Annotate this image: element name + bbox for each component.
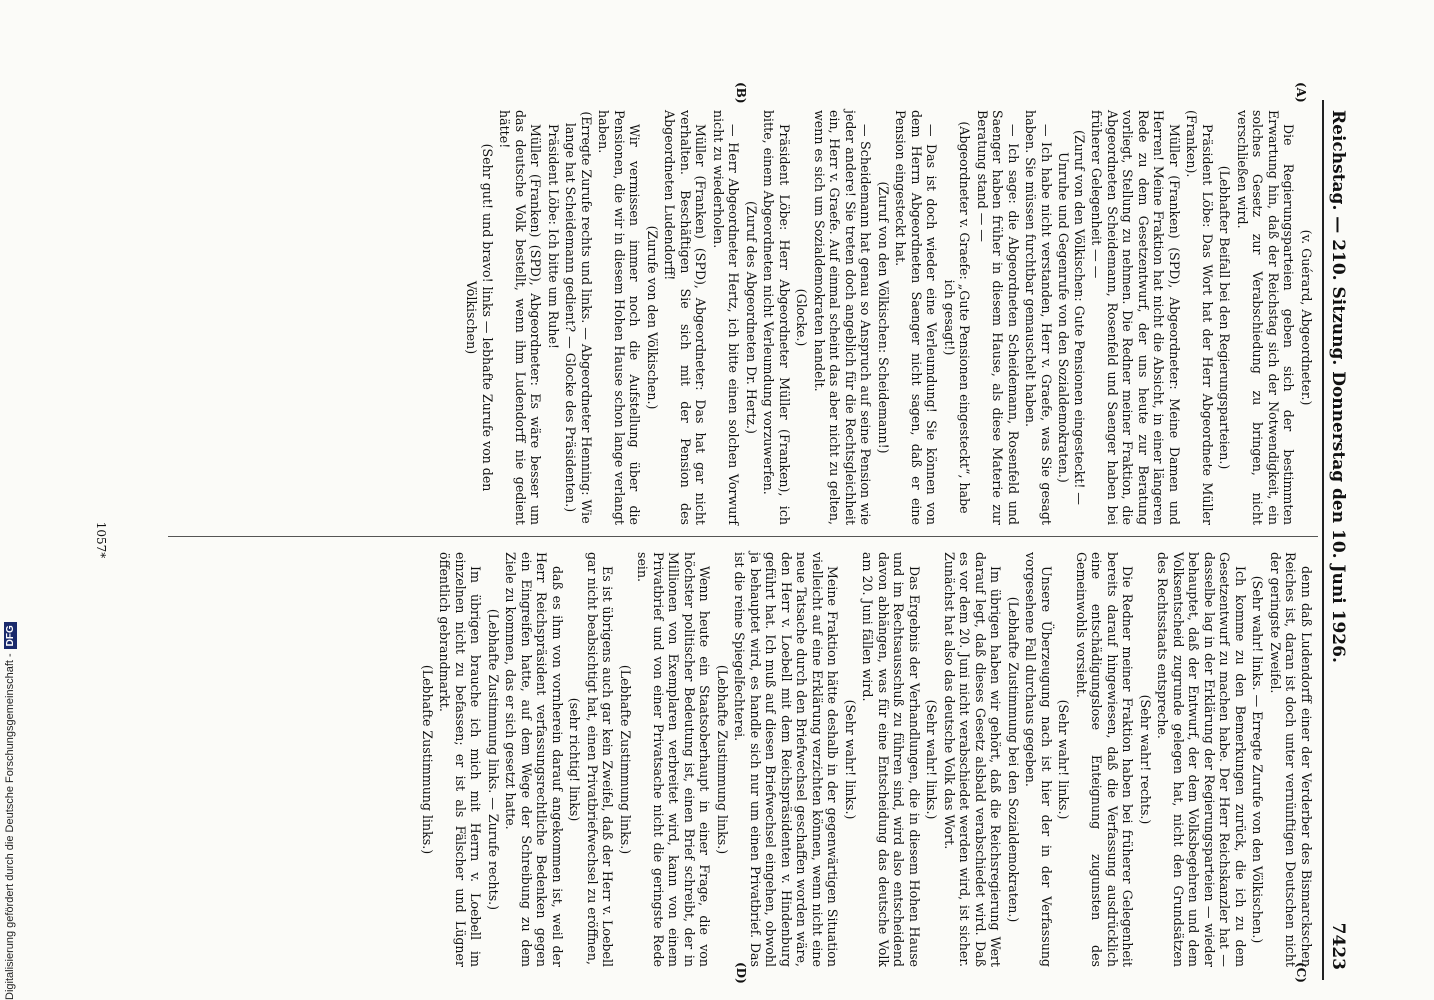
paragraph: Wir vermissen immer noch die Aufstellung über die Pensionen, die wir in diesem Hohen Hause schon lange verlangt haben.: [596, 110, 643, 525]
interjection: (Zuruf von den Völkischen: Scheidemann!): [876, 181, 891, 454]
interjection: (Lebhafter Beifall bei den Regierungsparteien.): [1217, 165, 1233, 470]
paragraph: Die Regierungsparteien geben sich der bestimmten Erwartung hin, daß der Reichstag sich der Notwendigkeit, ein solches Gesetz zur Verabschiedung zu bringen, nicht verschließen wird.: [1235, 110, 1297, 525]
paragraph: — Ich habe nicht verstanden, Herr v. Graefe, was Sie gesagt haben. Sie müssen furchtbar gemauschelt haben.: [1023, 110, 1054, 525]
interjection: (Sehr wahr! links. — Erregte Zurufe von den Völkischen.): [1250, 575, 1266, 944]
left-column: [462, 110, 1314, 525]
paragraph: — Ich sage: die Abgeordneten Scheidemann, Rosenfeld und Saenger haben früher in diesem Hause, als diese Materie zur Beratung stand — —: [975, 110, 1021, 525]
rotated-page-content: [94, 82, 1348, 984]
margin-marker-d: (D): [734, 962, 748, 984]
paragraph: — Scheidemann hat genau so Anspruch auf seine Pension wie jeder andere! Sie treten doch angeblich für die Rechtsgleichheit ein, Herr v. Graefe. Auf einmal scheint das aber nicht zu gelten, wenn es sich um Sozialdemokraten handelt.: [812, 110, 874, 525]
paragraph: denn daß Ludendorff einer der Verderber des Bismarckschen Reiches ist, daran ist doch unter vernünftigen Deutschen nicht der geringste Zweifel.: [1268, 552, 1314, 967]
paragraph: — Herr Abgeordneter Hertz, ich bitte einen solchen Vorwurf nicht zu wiederholen.: [711, 110, 742, 525]
interjection: (Glocke.): [794, 288, 810, 347]
interjection: (Lebhafte Zustimmung links.): [715, 664, 730, 855]
interjection: (Lebhafte Zustimmung links.): [420, 664, 435, 855]
page-number: 7423: [1328, 922, 1348, 970]
folio: 1057*: [94, 521, 108, 559]
running-header: [1322, 100, 1348, 980]
interjection: (v. Guérard, Abgeordneter.): [1299, 229, 1314, 406]
right-column: [418, 552, 1315, 967]
paragraph: Unsere Überzeugung nach ist hier der in der Verfassung vorgesehene Fall durchaus gegeben.: [1023, 552, 1054, 967]
paragraph: Meine Fraktion hätte deshalb in der gegenwärtigen Situation vielleicht auf eine Erklärung verzichten können, wenn nicht eine neue Tatsache durch den Briefwechsel geschaffen worden wäre, den Herr v. Loebell mit dem Reichspräsidenten v. Hindenburg geführt hat. Ich muß auf diesen Briefwechsel eingehen, obwohl ja behauptet wird, es handle sich nur um einen Privatbrief. Das ist die reine Spiegelfechterei.: [732, 552, 841, 967]
digitization-credit: [4, 622, 17, 1000]
paragraph: Im übrigen haben wir gehört, daß die Reichsregierung Wert darauf legt, daß dieses Gesetz alsbald verabschiedet wird. Daß es vor dem 20. Juni nicht verabschiedet werden wird, ist sicher. Zunächst hat also das deutsche Volk das Wort.: [942, 552, 1004, 967]
interjection: (Sehr wahr! links.): [924, 699, 940, 820]
interjection: (Sehr wahr! rechts.): [1138, 694, 1153, 825]
paragraph: Präsident Löbe: Ich bitte um Ruhe!: [546, 124, 561, 349]
dfg-logo-icon: DFG: [4, 622, 17, 649]
interjection: (Sehr wahr! links.): [843, 699, 858, 820]
interjection: (Zuruf von den Völkischen: Gute Pensionen eingesteckt! — Unruhe und Gegenrufe von den Sozialdemokraten.): [1056, 129, 1087, 506]
column-divider: [168, 536, 1318, 537]
paragraph: Die Redner meiner Fraktion haben bei früherer Gelegenheit bereits darauf hingewiesen, daß die Verfassung ausdrücklich eine entschädigungslose Enteignung zugunsten des Gemeinwohls vorsieht.: [1074, 552, 1136, 967]
paragraph: — Das ist doch wieder eine Verleumdung! Sie können von dem Herrn Abgeordneten Saenger nicht sagen, daß er eine Pension eingesteckt hat.: [893, 110, 940, 525]
paragraph: Präsident Löbe: Das Wort hat der Herr Abgeordnete Müller (Franken).: [1184, 110, 1215, 525]
paragraph: Präsident Löbe: Herr Abgeordneter Müller (Franken), ich bitte, einem Abgeordneten nicht Verleumdung vorzuwerfen.: [761, 110, 792, 525]
paragraph: Ich komme zu den Bemerkungen zurück, die ich zu dem Gesetzentwurf zu machen habe. Der Herr Reichskanzler hat — dasselbe lag in der Erklärung der Regierungsparteien — wieder behauptet, daß der Entwurf, der dem Volksbegehren und dem Volksentscheid zugrunde gelegen hat, nicht den Grundsätzen des Rechtsstaats entspreche.: [1155, 552, 1248, 967]
paragraph: daß es ihm von vornherein darauf angekommen ist, weil der Herr Reichspräsident verfassungsrechtliche Bedenken gegen ein Eingreifen hatte, auf dem Wege der Schreibung zu dem Ziele zu kommen, das er sich gesetzt hatte.: [503, 552, 565, 967]
margin-marker-b: (B): [734, 82, 748, 104]
paragraph: Im übrigen brauche ich mich mit Herrn v. Loebell im einzelnen nicht zu befassen; er ist als Fälscher und Lügner öffentlich gebrandmarkt.: [437, 552, 484, 967]
interjection: (Lebhafte Zustimmung links.): [618, 664, 633, 855]
interjection: (Sehr gut! und bravo! links — lebhafte Zurufe von den Völkischen): [464, 143, 495, 492]
paragraph: Es ist übrigens auch gar kein Zweifel, daß der Herr v. Loebell gar nicht beabsichtigt hat, einen Privatbriefwechsel zu eröffnen,: [585, 552, 616, 967]
interjection: (Abgeordneter v. Graefe: „Gute Pensionen eingesteckt“, habe ich gesagt!): [942, 121, 973, 514]
margin-marker-c: (C): [1294, 962, 1308, 983]
paragraph: Das Ergebnis der Verhandlungen, die in diesem Hohen Hause und im Rechtsausschuß zu führen sind, wird also entscheidend davon abhängen, was für eine Entscheidung das deutsche Volk am 20. Juni fällen wird.: [860, 552, 922, 967]
interjection: (Zurufe von den Völkischen.): [645, 225, 660, 410]
interjection: (Lebhafte Zustimmung bei den Sozialdemokraten.): [1006, 596, 1021, 923]
paragraph: Müller (Franken) (SPD), Abgeordneter: Das hat gar nicht verhalten. Beschäftigen Sie sich mit der Pension des Abgeordneten Ludendorff!: [662, 110, 709, 525]
paragraph: Wenn heute ein Staatsoberhaupt in einer Frage, die von höchster politischer Bedeutung ist, einen Brief schreibt, der in Millionen von Exemplaren verbreitet wird, kann von einem Privatbrief und von einer Privatsache nicht die geringste Rede sein.: [635, 552, 713, 967]
interjection: (sehr richtig! links): [567, 697, 583, 822]
interjection: (Zuruf des Abgeordneten Dr. Hertz.): [744, 201, 759, 434]
paragraph: Müller (Franken) (SPD), Abgeordneter: Meine Damen und Herren! Meine Fraktion hat nicht die Absicht, in einer längeren Rede zu dem Gesetzentwurf, der uns heute zur Beratung vorliegt, Stellung zu nehmen. Die Redner meiner Fraktion, die Abgeordneten Scheidemann, Rosenfeld und Saenger haben bei früherer Gelegenheit — —: [1089, 110, 1182, 525]
interjection: (Erregte Zurufe rechts und links. — Abgeordneter Henning: Wie lange hat Scheidemann gedient? — Glocke des Präsidenten.): [563, 111, 594, 524]
interjection: (Sehr wahr! links.): [1056, 699, 1072, 820]
credit-text: Digitalisierung gefördert durch die Deutsche Forschungsgemeinschaft -: [4, 653, 16, 1000]
header-title: Reichstag. — 210. Sitzung. Donnerstag den 10. Juni 1926.: [1328, 110, 1348, 663]
interjection: (Lebhafte Zustimmung links. — Zurufe rechts.): [486, 608, 501, 911]
margin-marker-a: (A): [1294, 82, 1308, 103]
paragraph: Müller (Franken) (SPD), Abgeordneter: Es wäre besser um das deutsche Volk bestellt, wenn ihm Ludendorff nie gedient hätte!: [497, 110, 544, 525]
